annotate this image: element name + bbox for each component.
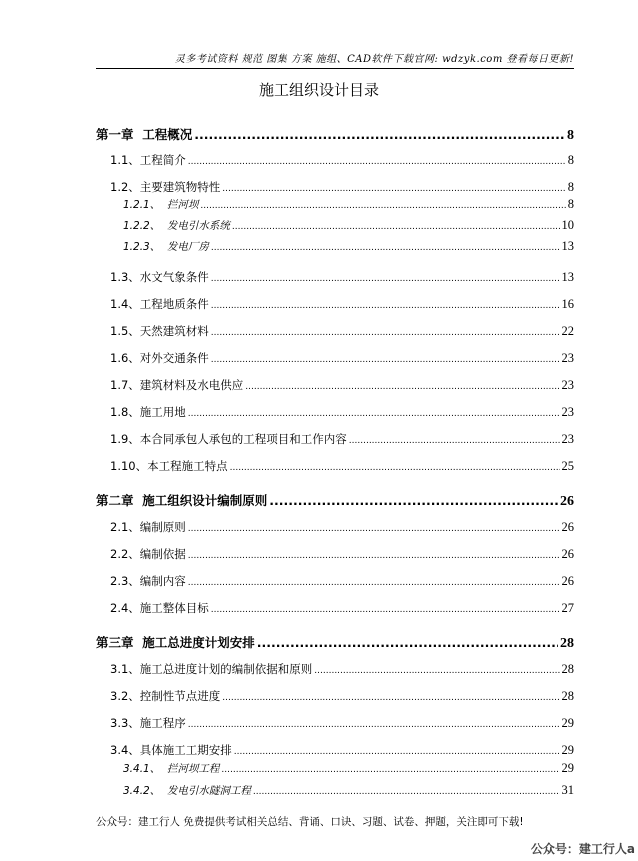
toc-entry[interactable]: 3.3、施工程序 ..... 29 (110, 715, 574, 731)
watermark: 公众号：建工行人a (530, 842, 635, 856)
toc-entry[interactable]: 第三章 施工总进度计划安排 ..... 28 (96, 633, 574, 652)
toc-entry[interactable]: 3.4.2、 发电引水隧洞工程 ..... 31 (123, 783, 574, 798)
toc-entry[interactable]: 3.4.1、 拦河坝工程 ..... 29 (123, 761, 574, 776)
document-title: 施工组织设计目录 (258, 81, 379, 99)
toc-entry[interactable]: 1.4、工程地质条件 ..... 16 (110, 296, 574, 312)
toc-entry[interactable]: 1.6、对外交通条件 ..... 23 (110, 350, 574, 366)
toc-entry[interactable]: 1.9、本合同承包人承包的工程项目和工作内容 ..... 23 (110, 431, 574, 447)
toc-entry[interactable]: 2.2、编制依据 ..... 26 (110, 546, 574, 562)
toc-entry[interactable]: 第二章 施工组织设计编制原则 ..... 26 (96, 491, 574, 510)
toc-entry[interactable]: 2.1、编制原则 ..... 26 (110, 519, 574, 535)
toc-entry[interactable]: 1.8、施工用地 ..... 23 (110, 404, 574, 420)
toc-entry[interactable]: 1.7、建筑材料及水电供应 ..... 23 (110, 377, 574, 393)
toc-entry[interactable]: 第一章 工程概况 ..... 8 (96, 125, 574, 144)
toc-entry[interactable]: 1.3、水文气象条件 ..... 13 (110, 269, 574, 285)
toc-entry[interactable]: 1.2.1、 拦河坝 ..... 8 (123, 197, 574, 212)
toc-entry[interactable]: 1.5、天然建筑材料 ..... 22 (110, 323, 574, 339)
toc-entry[interactable]: 1.1、工程简介 ..... 8 (110, 152, 574, 168)
toc-entry[interactable]: 2.4、施工整体目标 ..... 27 (110, 600, 574, 616)
toc-entry[interactable]: 1.2.3、 发电厂房 ..... 13 (123, 239, 574, 254)
toc-entry[interactable]: 3.1、施工总进度计划的编制依据和原则 ..... 28 (110, 661, 574, 677)
toc-entry[interactable]: 1.2.2、 发电引水系统 ..... 10 (123, 218, 574, 233)
toc-entry[interactable]: 1.2、主要建筑物特性 ..... 8 (110, 179, 574, 195)
toc-entry[interactable]: 2.3、编制内容 ..... 26 (110, 573, 574, 589)
toc-entry[interactable]: 1.10、本工程施工特点 ..... 25 (110, 458, 574, 474)
toc-entry[interactable]: 3.2、控制性节点进度 ..... 28 (110, 688, 574, 704)
page-header: 灵多考试资料 规范 图集 方案 施组、CAD软件下载官网: wdzyk.com 登看每日更新! (174, 54, 574, 65)
page-footer: 公众号：建工行人 免费提供考试相关总结、背诵、口诀、习题、试卷、押题，关注即可下载! (96, 816, 524, 828)
toc-entry[interactable]: 3.4、具体施工工期安排 ..... 29 (110, 742, 574, 758)
